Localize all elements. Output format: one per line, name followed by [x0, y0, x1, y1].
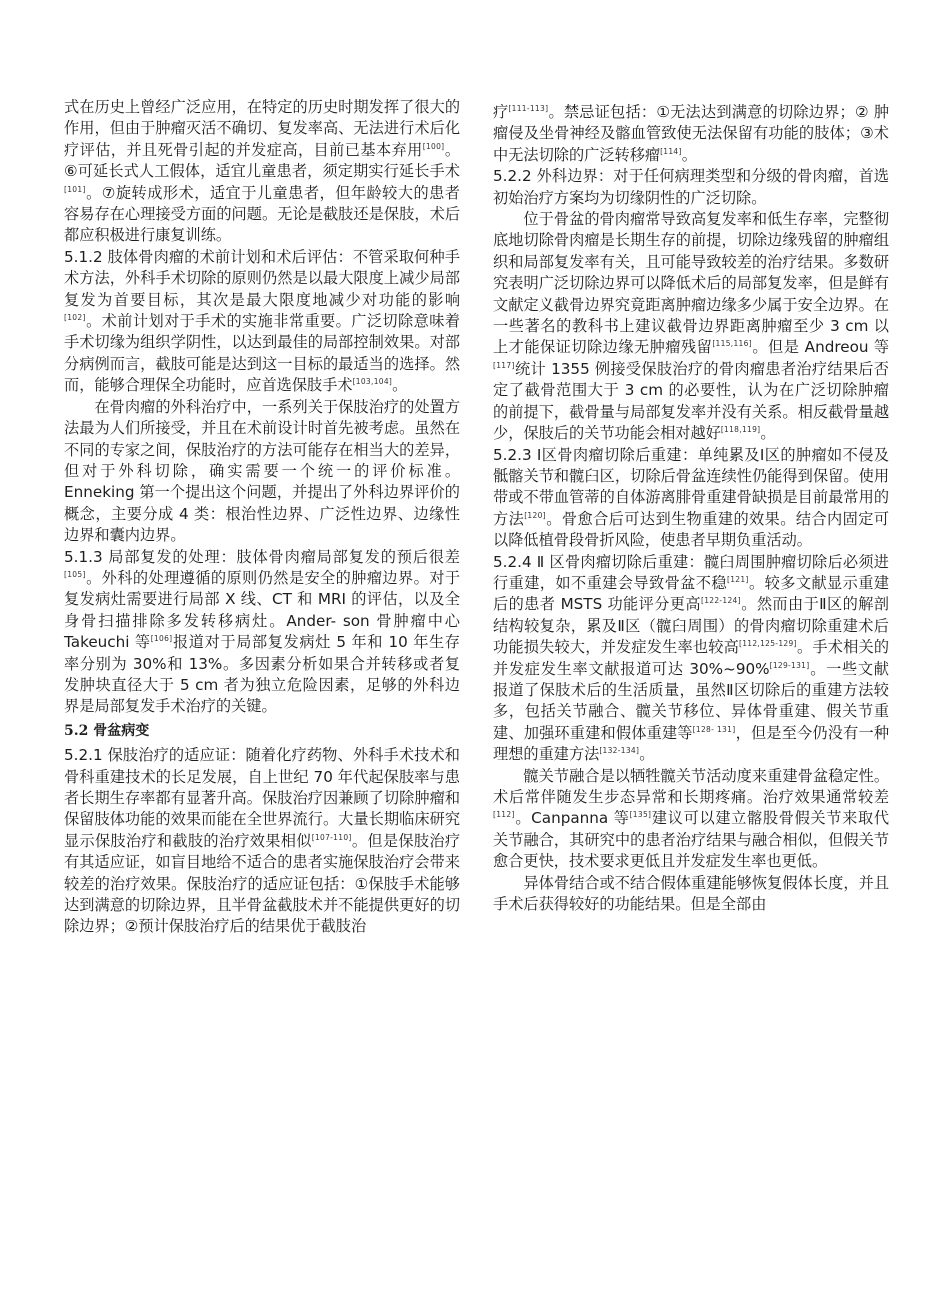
paragraph-pelvic-margin: 位于骨盆的骨肉瘤常导致高复发率和低生存率，完整彻底地切除骨肉瘤是长期生存的前提，切除边缘残留的肿瘤组织和局部复发率有关，且可能导致较差的治疗结果。多数研究表明广泛切除边界可以降低术后的局部复发率，但是鲜有文献定义截骨边界究竟距离肿瘤边缘多少属于安全边界。在一些著名的教科书上建议截骨边界距离肿瘤至少 3 cm 以上才能保证切除边缘无肿瘤残留[115,116]。但是 Andreou 等[117]统计 1355 例接受保肢治疗的骨肉瘤患者治疗结果后否定了截骨范围大于 3 cm 的必要性，认为在广泛切除肿瘤的前提下，截骨量与局部复发率并没有关系。相反截骨量越少，保肢后的关节功能会相对越好[118,119]。 [493, 210, 890, 443]
paragraph-5-2-3: 5.2.3 Ⅰ区骨肉瘤切除后重建：单纯累及Ⅰ区的肿瘤如不侵及骶髂关节和髋臼区，切除后骨盆连续性仍能得到保留。使用带或不带血管蒂的自体游离腓骨重建骨缺损是目前最常用的方法[120]。骨愈合后可达到生物重建的效果。结合内固定可以降低植骨段骨折风险，使患者早期负重活动。 [493, 445, 890, 550]
citation: [121] [726, 574, 749, 584]
paragraph-5-1-2: 5.1.2 肢体骨肉瘤的术前计划和术后评估：不管采取何种手术方法，外科手术切除的原则仍然是以最大限度上减少局部复发为首要目标，其次是最大限度地减少对功能的影响[102]。术前计划对于手术的实施非常重要。广泛切除意味着手术切缘为组织学阴性，以达到最佳的局部控制效果。对部分病例而言，截肢可能是达到这一目标的最适当的选择。然而，能够合理保全功能时，应首选保肢手术[103,104]。 [64, 247, 460, 395]
citation: [128- 131] [692, 724, 736, 734]
paragraph-enneking: 在骨肉瘤的外科治疗中，一系列关于保肢治疗的处置方法最为人们所接受，并且在术前设计时首先被考虑。虽然在不同的专家之间，保肢治疗的方法可能存在相当大的差异，但对于外科切除，确实需要一个统一的评价标准。 Enneking 第一个提出这个问题，并提出了外科边界评价的概念，主要分成 4 类：根治性边界、广泛性边界、边缘性边界和囊内边界。 [64, 397, 460, 545]
citation: [111-113] [508, 104, 549, 113]
paragraph-prosthesis-options: 式在历史上曾经广泛应用，在特定的历史时期发挥了很大的作用，但由于肿瘤灭活不确切、复发率高、无法进行术后化疗评估，并且死骨引起的并发症高，目前已基本弃用[100]。⑥可延长式人工假体，适宜儿童患者，须定期实行延长手术[101]。⑦旋转成形术，适宜于儿童患者，但年龄较大的患者容易存在心理接受方面的问题。无论是截肢还是保肢，术后都应积极进行康复训练。 [64, 98, 461, 245]
citation: [114] [660, 146, 682, 156]
citation: [105] [64, 569, 86, 579]
citation: [120] [524, 510, 546, 520]
paragraph-5-1-3: 5.1.3 局部复发的处理：肢体骨肉瘤局部复发的预后很差[105]。外科的处理遵循的原则仍然是安全的肿瘤边界。对于复发病灶需要进行局部 X 线、CT 和 MRI 的评估，以及全身骨扫描排除多发转移病灶。Ander- son 骨肿瘤中心 Takeuchi 等[106]报道对于局部复发病灶 5 年和 10 年生存率分别为 30%和 13%。多因素分析如果合并转移或者复发肿块直径大于 5 cm 者为独立危险因素，足够的外科边界是局部复发手术治疗的关键。 [64, 547, 460, 716]
citation: [129-131] [769, 660, 810, 670]
paragraph-5-2-2: 5.2.2 外科边界：对于任何病理类型和分级的骨肉瘤，首选初始治疗方案均为切缘阴性的广泛切除。 [493, 167, 889, 207]
citation: [135] [629, 810, 652, 820]
citation: [101] [64, 184, 86, 194]
paragraph-contraindications: 疗[111-113]。禁忌证包括：①无法达到满意的切除边界；② 肿瘤侵及坐骨神经及髂血管致使无法保留有功能的肢体；③术中无法切除的广泛转移瘤[114]。 [493, 103, 890, 164]
citation: [132-134] [599, 746, 640, 756]
paragraph-5-2-1: 5.2.1 保肢治疗的适应证：随着化疗药物、外科手术技术和骨科重建技术的长足发展，自上世纪 70 年代起保肢率与患者长期生存率都有显著升高。保肢治疗因兼顾了切除肿瘤和保留肢体功能的效果而能在全世界流行。大量长期临床研究显示保肢治疗和截肢的治疗效果相似[107-110]。但是保肢治疗有其适应证，如盲目地给不适合的患者实施保肢治疗会带来较差的治疗效果。保肢治疗的适应证包括：①保肢手术能够达到满意的切除边界，且半骨盆截肢术并不能提供更好的切除边界；②预计保肢治疗后的结果优于截肢治 [64, 746, 461, 936]
citation: [112,125-129] [738, 639, 797, 649]
citation: [122-124] [700, 596, 741, 606]
citation: [118,119] [720, 425, 761, 435]
paragraph-hip-fusion: 髋关节融合是以牺牲髋关节活动度来重建骨盆稳定性。术后常伴随发生步态异常和长期疼痛。治疗效果通常较差[112]。Canpanna 等[135]建议可以建立髂股骨假关节来取代关节融合，其研究中的患者治疗结果与融合相似，但假关节愈合更快，技术要求更低且并发症发生率也更低。 [493, 766, 890, 871]
citation: [117] [493, 360, 515, 370]
citation: [103,104] [352, 377, 393, 387]
citation: [112] [493, 810, 515, 820]
paragraph-allograft: 异体骨结合或不结合假体重建能够恢复假体长度，并且手术后获得较好的功能结果。但是全部由 [493, 873, 889, 914]
right-column [493, 102, 889, 915]
citation: [115,116] [712, 339, 752, 349]
citation: [102] [64, 313, 86, 323]
citation: [100] [422, 141, 445, 151]
left-column [64, 97, 460, 938]
citation: [107-110] [311, 832, 352, 842]
paragraph-5-2-4: 5.2.4 Ⅱ 区骨肉瘤切除后重建：髋臼周围肿瘤切除后必须进行重建，如不重建会导致骨盆不稳[121]。较多文献显示重建后的患者 MSTS 功能评分更高[122-124]。然而由于Ⅱ区的解剖结构较复杂，累及Ⅱ区（髋臼周围）的骨肉瘤切除重建术后功能损失较大，并发症发生率也较高[112,125-129]。手术相关的并发症发生率文献报道可达 30%~90%[129-131]。一些文献报道了保肢术后的生活质量，虽然Ⅱ区切除后的重建方法较多，包括关节融合、髋关节移位、异体骨重建、假关节重建、加强环重建和假体重建等[128- 131]，但是至今仍没有一种理想的重建方法[132-134]。 [493, 552, 890, 764]
citation: [106] [150, 634, 173, 644]
section-heading-5-2: 5.2 骨盆病变 [64, 722, 150, 739]
